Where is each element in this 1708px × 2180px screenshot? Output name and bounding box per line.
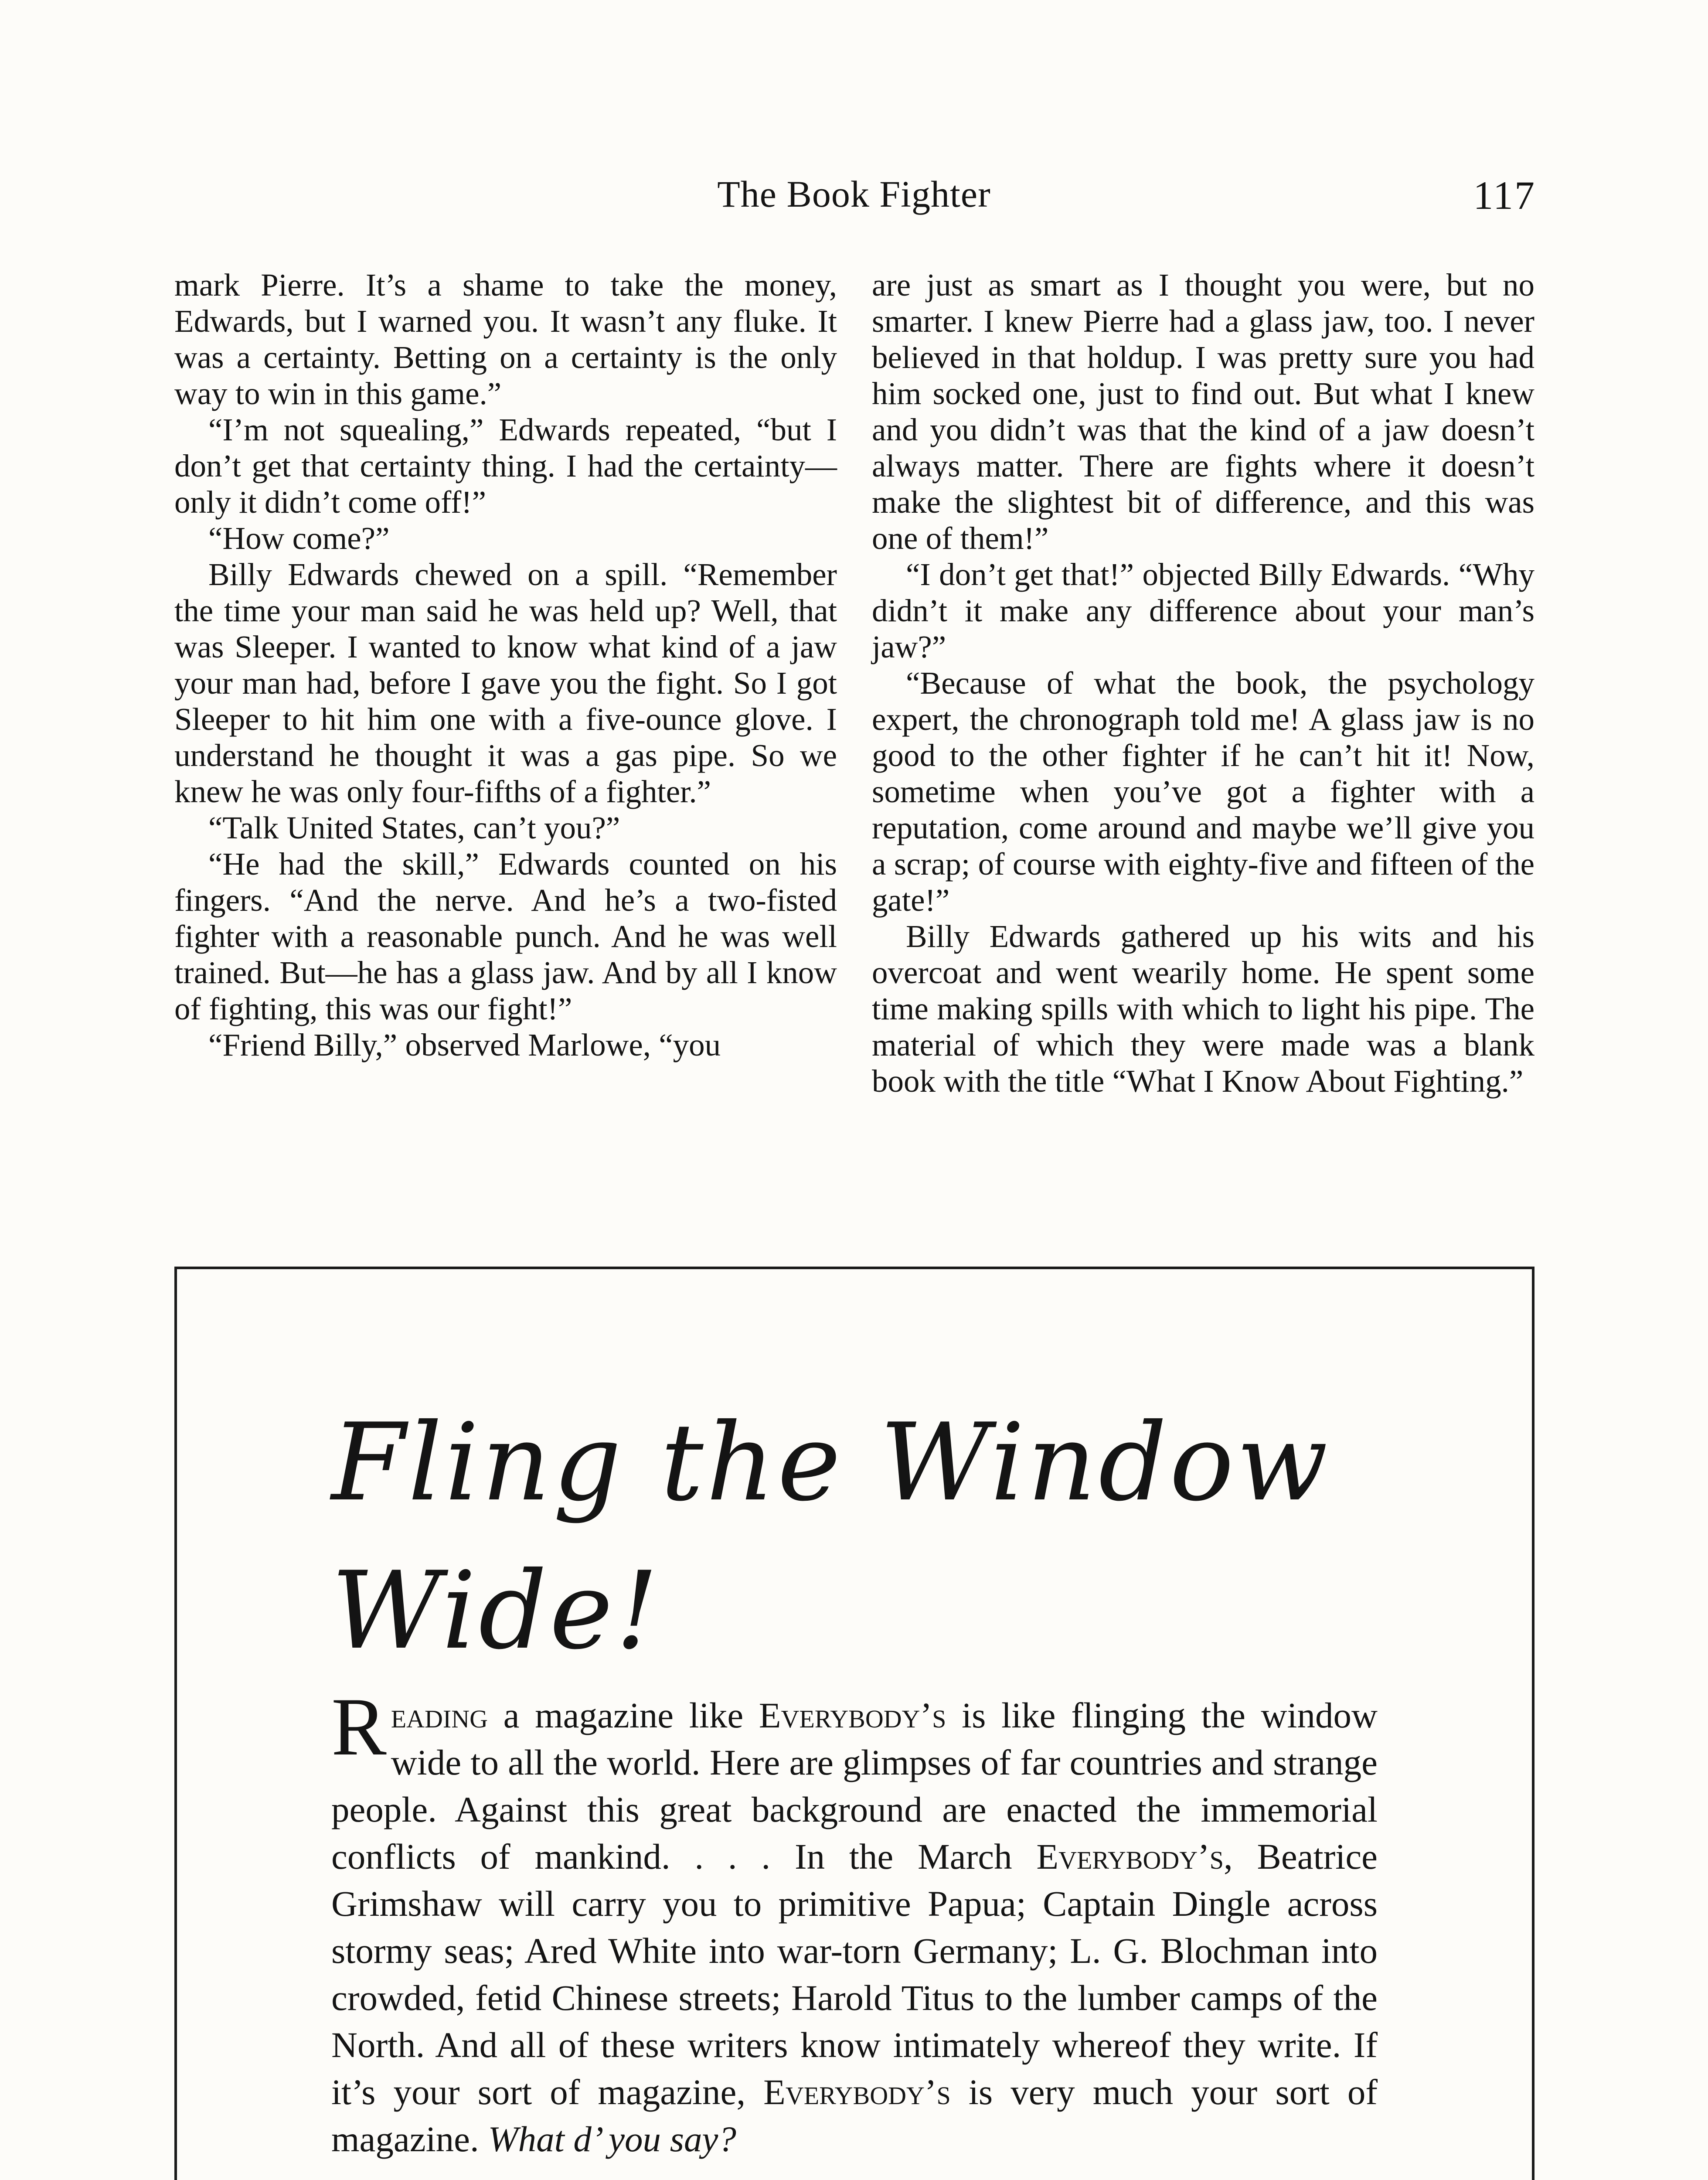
left-column [174, 267, 837, 1099]
paragraph: are just as smart as I thought you were, but no smarter. I knew Pierre had a glass jaw, too. I never believed in that holdup. I was pretty sure you had him socked one, just to find out. But what I knew and you didn’t was that the kind of a jaw doesn’t always matter. There are fights where it doesn’t make the slightest bit of difference, and this was one of them!” [872, 267, 1534, 556]
body-text: a magazine like [488, 1695, 759, 1735]
running-header [0, 172, 1708, 233]
paragraph: “Because of what the book, the psychology expert, the chronograph told me! A glass jaw is no good to the other fighter if he can’t hit it! Now, sometime when you’ve got a fighter with a reputation, come around and maybe we’ll give you a scrap; of course with eighty-five and fifteen of the gate!” [872, 665, 1534, 918]
paragraph: “How come?” [208, 521, 390, 556]
body-text: is like flinging the window wide to all the world. Here are glimpses of far countries and strange people. Against this great background are enacted the immemorial conflicts of mankind. . . . In the March [331, 1695, 1378, 1877]
paragraph: “Talk United States, can’t you?” [208, 810, 620, 845]
headline-line-1: Fling the Window [331, 1400, 1331, 1525]
running-title: The Book Fighter [717, 173, 991, 215]
advertisement-body [331, 1681, 1378, 2163]
paragraph: Billy Edwards gathered up his wits and his overcoat and went wearily home. He spent some time making spills with which to light his pipe. The material of which they were made was a blank book with the title “What I Know About Fighting.” [872, 919, 1534, 1099]
drop-cap: R [331, 1681, 387, 1773]
tagline: What d’ you say? [488, 2119, 736, 2159]
paragraph: “I don’t get that!” objected Billy Edwards. “Why didn’t it make any difference about your man’s jaw?” [872, 557, 1534, 664]
magazine-name: Everybody’s [763, 2072, 951, 2112]
story-columns [174, 267, 1534, 1099]
paragraph: Billy Edwards chewed on a spill. “Remember the time your man said he was held up? Well, that was Sleeper. I wanted to know what kind of a jaw your man had, before I gave you the fight. So I got Sleeper to hit him one with a five-ounce glove. I understand he thought it was a gas pipe. So we knew he was only four-fifths of a fighter.” [174, 557, 837, 809]
right-column [872, 267, 1534, 1099]
magazine-name: Everybody’s [759, 1695, 946, 1735]
magazine-name: Everybody’s [1036, 1836, 1224, 1877]
paragraph: “I’m not squealing,” Edwards repeated, “but I don’t get that certainty thing. I had the certainty—only it didn’t come off!” [174, 412, 837, 520]
page-number: 117 [1473, 173, 1536, 218]
body-text: is very much your sort of magazine. [331, 2072, 1378, 2159]
paragraph: mark Pierre. It’s a shame to take the money, Edwards, but I warned you. It wasn’t any fluke. It was a certainty. Betting on a certainty is the only way to win in this game.” [174, 267, 837, 411]
lead-word: eading [391, 1695, 488, 1735]
advertisement-headline [331, 1389, 1430, 1685]
body-text: , Beatrice Grimshaw will carry you to primitive Papua; Captain Dingle across stormy seas; Ared White into war-torn Germany; L. G. Blochman into crowded, fetid Chinese streets; Harold Titus to the lumber camps of the North. And all of these writers know intimately whereof they write. If it’s your sort of magazine, [331, 1836, 1378, 2112]
headline-line-2: Wide! [331, 1549, 661, 1673]
paragraph: “He had the skill,” Edwards counted on his fingers. “And the nerve. And he’s a two-fisted fighter with a reasonable punch. And he was well trained. But—he has a glass jaw. And by all I know of fighting, this was our fight!” [174, 846, 837, 1026]
paragraph: “Friend Billy,” observed Marlowe, “you [208, 1027, 721, 1063]
